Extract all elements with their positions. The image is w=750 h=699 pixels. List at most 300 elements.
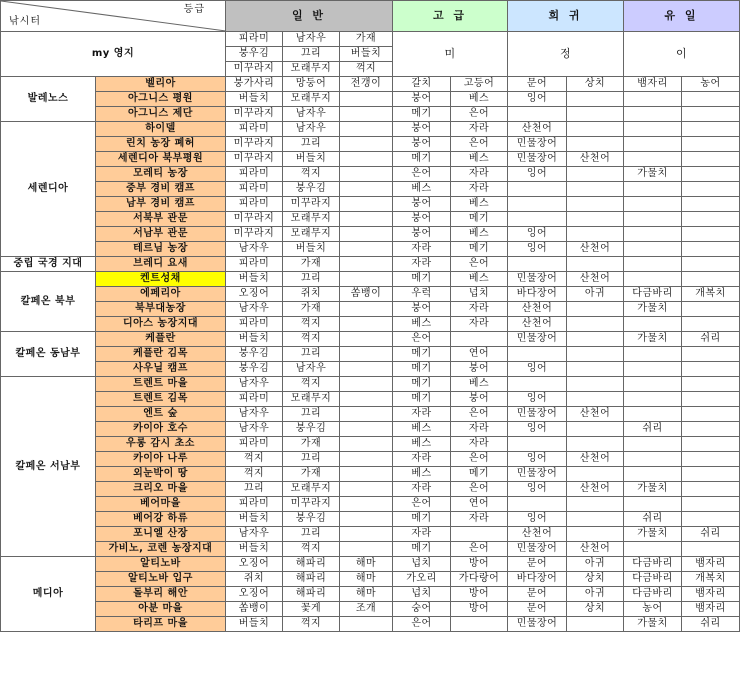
fish-cell: 잉어: [508, 227, 567, 242]
fish-cell: 연어: [451, 497, 508, 512]
fish-cell: 붕어: [393, 137, 451, 152]
fish-cell: 모래무지: [283, 92, 340, 107]
fish-cell: [624, 152, 682, 167]
fish-cell: 붕우김: [226, 347, 283, 362]
fish-cell: [340, 242, 393, 257]
fish-cell: [340, 212, 393, 227]
fish-cell: 모래무지: [283, 482, 340, 497]
fish-cell: 붕우김: [283, 182, 340, 197]
fish-cell: 다금바리: [624, 572, 682, 587]
fish-cell: 산천어: [508, 302, 567, 317]
fish-cell: 뱀자리: [624, 77, 682, 92]
fish-cell: [340, 407, 393, 422]
fish-cell: 자라: [451, 122, 508, 137]
table-row: [1, 257, 740, 272]
fish-cell: [508, 107, 567, 122]
fish-cell: [567, 527, 624, 542]
area-name: 돌부리 해안: [96, 587, 226, 602]
fish-cell: 붕우김: [226, 362, 283, 377]
fish-cell: [340, 422, 393, 437]
fish-cell: 메기: [393, 377, 451, 392]
fish-cell: [682, 482, 740, 497]
fish-cell: 해파리: [283, 587, 340, 602]
fish-cell: 버들치: [226, 542, 283, 557]
fish-cell: [340, 497, 393, 512]
fish-cell: 상치: [567, 572, 624, 587]
area-name: 가비노, 코렌 농장지대: [96, 542, 226, 557]
grade-label: 등급: [183, 4, 205, 15]
fish-cell: 끄리: [283, 347, 340, 362]
fish-cell: 자라: [451, 182, 508, 197]
area-name: 타리프 마을: [96, 617, 226, 632]
fish-cell: 남자우: [226, 242, 283, 257]
fish-cell: [508, 182, 567, 197]
fish-cell: 잉어: [508, 452, 567, 467]
fish-cell: 자라: [393, 242, 451, 257]
area-name: 세렌디아 북부평원: [96, 152, 226, 167]
area-name: 케플란: [96, 332, 226, 347]
fish-cell: 모래무지: [283, 227, 340, 242]
fish-cell: 피라미: [226, 317, 283, 332]
fish-cell: 남자우: [283, 32, 340, 47]
fish-cell: 붕우김: [283, 422, 340, 437]
fish-cell: 민물장어: [508, 152, 567, 167]
fish-cell: 아귀: [567, 587, 624, 602]
fish-cell: 피라미: [226, 197, 283, 212]
fish-cell: 은어: [393, 497, 451, 512]
fish-cell: [624, 92, 682, 107]
fish-cell: 베스: [451, 152, 508, 167]
fish-cell: [624, 347, 682, 362]
table-row: [1, 287, 740, 302]
fish-cell: 산천어: [508, 122, 567, 137]
fish-cell: 메기: [393, 512, 451, 527]
fish-cell: 자라: [393, 527, 451, 542]
fish-cell: 해마: [340, 572, 393, 587]
table-row: [1, 272, 740, 287]
fish-cell: 가재: [340, 32, 393, 47]
area-name: 브레디 요새: [96, 257, 226, 272]
fish-cell: 메기: [393, 362, 451, 377]
table-row: [1, 197, 740, 212]
fish-cell: 잉어: [508, 167, 567, 182]
fish-cell: [567, 302, 624, 317]
fish-cell: 미꾸라지: [283, 197, 340, 212]
fish-cell: 베스: [393, 182, 451, 197]
fish-cell: 메기: [451, 467, 508, 482]
fish-cell: [567, 467, 624, 482]
fish-cell: 넙치: [451, 287, 508, 302]
table-row: [1, 557, 740, 572]
fish-cell: 붕어: [451, 362, 508, 377]
fish-cell: 다금바리: [624, 587, 682, 602]
fish-cell: 베스: [393, 437, 451, 452]
fish-cell: 은어: [451, 407, 508, 422]
table-row: [1, 482, 740, 497]
fish-cell: [624, 107, 682, 122]
fish-cell: 방어: [451, 602, 508, 617]
fish-cell: 베스: [393, 317, 451, 332]
fish-cell: 쉬리: [682, 332, 740, 347]
fish-cell: 연어: [451, 347, 508, 362]
fish-cell: 농어: [624, 602, 682, 617]
fish-cell: 다금바리: [624, 557, 682, 572]
fish-cell: 뱀자리: [682, 587, 740, 602]
fish-cell: [451, 332, 508, 347]
fish-cell: [682, 377, 740, 392]
fish-cell: [508, 197, 567, 212]
fish-cell: 은어: [393, 332, 451, 347]
fish-cell: [567, 137, 624, 152]
fish-cell: 개복치: [682, 287, 740, 302]
table-row: [1, 347, 740, 362]
fish-cell: 가오리: [393, 572, 451, 587]
fish-cell: 베스: [451, 377, 508, 392]
fish-cell: 피라미: [226, 392, 283, 407]
fish-cell: [624, 497, 682, 512]
fish-cell: [567, 107, 624, 122]
fish-cell: 문어: [508, 602, 567, 617]
fish-cell: 모래무지: [283, 62, 340, 77]
table-row: [1, 317, 740, 332]
fish-cell: [340, 452, 393, 467]
fish-cell: [340, 482, 393, 497]
fish-cell: 민물장어: [508, 272, 567, 287]
fish-cell: 붕어: [393, 197, 451, 212]
region-name: 메디아: [1, 557, 96, 632]
fish-cell: 메기: [393, 392, 451, 407]
table-row: [1, 227, 740, 242]
fish-cell: 버들치: [283, 152, 340, 167]
table-row: [1, 407, 740, 422]
fish-cell: 은어: [451, 137, 508, 152]
fish-cell: 민물장어: [508, 467, 567, 482]
fish-cell: 쏨뱅이: [226, 602, 283, 617]
grade-rare-header: 희 귀: [508, 1, 624, 32]
fish-cell: 꺽지: [226, 467, 283, 482]
fish-cell: 산천어: [567, 452, 624, 467]
fish-cell: [624, 257, 682, 272]
fish-cell: 버들치: [283, 242, 340, 257]
area-name: 베어강 하류: [96, 512, 226, 527]
fish-cell: [624, 227, 682, 242]
area-name: 우롱 감시 초소: [96, 437, 226, 452]
fish-cell: 남자우: [226, 377, 283, 392]
fish-cell: 베스: [393, 467, 451, 482]
fish-cell: 꺽지: [340, 62, 393, 77]
area-name: 중부 경비 캠프: [96, 182, 226, 197]
area-name: 베어마을: [96, 497, 226, 512]
fish-cell: 남자우: [226, 407, 283, 422]
fish-cell: [682, 197, 740, 212]
fish-cell: 미꾸라지: [226, 212, 283, 227]
fish-cell: [567, 317, 624, 332]
fish-cell: 버들치: [226, 332, 283, 347]
fish-cell: [567, 257, 624, 272]
fish-cell: 문어: [508, 587, 567, 602]
table-row: [1, 452, 740, 467]
fish-cell: [682, 152, 740, 167]
fish-cell: 산천어: [567, 482, 624, 497]
fish-cell: 은어: [451, 452, 508, 467]
fish-cell: [567, 332, 624, 347]
fish-cell: [340, 167, 393, 182]
fish-cell: 가물치: [624, 167, 682, 182]
area-name: 포니엘 산장: [96, 527, 226, 542]
fish-cell: 메기: [393, 107, 451, 122]
fish-cell: 끄리: [283, 272, 340, 287]
fish-cell: 피라미: [226, 497, 283, 512]
table-row: [1, 137, 740, 152]
fish-cell: 가다랑어: [451, 572, 508, 587]
table-row: [1, 212, 740, 227]
fish-cell: 붕어: [451, 392, 508, 407]
fish-cell: 잉어: [508, 242, 567, 257]
fish-cell: 남자우: [283, 122, 340, 137]
fish-cell: [624, 272, 682, 287]
table-row: [1, 437, 740, 452]
fish-cell: 남자우: [283, 362, 340, 377]
my-land-letter-high: 미: [393, 32, 508, 77]
fish-cell: 베스: [451, 197, 508, 212]
fish-cell: 자라: [393, 257, 451, 272]
fish-cell: [451, 527, 508, 542]
fish-cell: 꺽지: [283, 332, 340, 347]
fish-cell: 붕어: [393, 302, 451, 317]
fish-cell: 산천어: [508, 527, 567, 542]
fish-cell: [624, 122, 682, 137]
fish-cell: 잉어: [508, 482, 567, 497]
fish-cell: 베스: [451, 92, 508, 107]
table-row: [1, 302, 740, 317]
fish-cell: 끄리: [283, 407, 340, 422]
area-name: 케플란 김목: [96, 347, 226, 362]
table-row: [1, 167, 740, 182]
fish-cell: [340, 392, 393, 407]
fish-cell: 꽃게: [283, 602, 340, 617]
area-name: 카이아 나루: [96, 452, 226, 467]
table-row: [1, 122, 740, 137]
fish-cell: 꺽지: [226, 452, 283, 467]
fish-cell: [682, 122, 740, 137]
fish-cell: [567, 512, 624, 527]
fish-cell: 바다장어: [508, 287, 567, 302]
fish-cell: [340, 197, 393, 212]
fish-cell: 가물치: [624, 527, 682, 542]
spot-label: 낚시터: [9, 16, 41, 27]
table-row: [1, 572, 740, 587]
area-name: 하이델: [96, 122, 226, 137]
fish-cell: 쉬리: [624, 512, 682, 527]
fish-cell: 쥐치: [226, 572, 283, 587]
fish-cell: [624, 212, 682, 227]
fish-cell: 버들치: [226, 617, 283, 632]
fish-cell: 메기: [451, 242, 508, 257]
fish-cell: 우럭: [393, 287, 451, 302]
fish-cell: 산천어: [567, 542, 624, 557]
table-row: [1, 332, 740, 347]
fish-cell: 민물장어: [508, 137, 567, 152]
area-name: 테르님 농장: [96, 242, 226, 257]
fish-cell: [624, 467, 682, 482]
fish-cell: [682, 302, 740, 317]
fish-cell: [340, 617, 393, 632]
fish-cell: 미꾸라지: [226, 107, 283, 122]
fish-cell: [682, 407, 740, 422]
fish-cell: 해파리: [283, 557, 340, 572]
fish-cell: [340, 272, 393, 287]
fish-cell: 산천어: [567, 242, 624, 257]
fish-cell: 산천어: [567, 272, 624, 287]
fish-cell: 은어: [451, 482, 508, 497]
fish-cell: [508, 497, 567, 512]
fish-cell: 붕어: [393, 212, 451, 227]
table-row: [1, 242, 740, 257]
fish-cell: 피라미: [226, 32, 283, 47]
fish-cell: [624, 452, 682, 467]
fish-cell: [682, 437, 740, 452]
grade-normal-header: 일 반: [226, 1, 393, 32]
my-land-row: [1, 32, 740, 47]
fish-cell: 뱀자리: [682, 557, 740, 572]
fish-cell: 잉어: [508, 92, 567, 107]
fish-cell: 끄리: [226, 482, 283, 497]
fish-cell: [340, 107, 393, 122]
fish-cell: [340, 257, 393, 272]
fish-cell: 민물장어: [508, 332, 567, 347]
area-name: 트렌트 김목: [96, 392, 226, 407]
fish-cell: 피라미: [226, 167, 283, 182]
fish-cell: 산천어: [508, 317, 567, 332]
fish-cell: [567, 212, 624, 227]
area-name: 모레티 농장: [96, 167, 226, 182]
fish-cell: [682, 182, 740, 197]
fish-cell: [340, 377, 393, 392]
area-name: 트렌트 마을: [96, 377, 226, 392]
fish-cell: [682, 392, 740, 407]
table-row: [1, 362, 740, 377]
area-name: 벨리아: [96, 77, 226, 92]
fish-cell: 가재: [283, 467, 340, 482]
fish-cell: 은어: [451, 107, 508, 122]
fish-cell: 버들치: [226, 92, 283, 107]
table-row: [1, 77, 740, 92]
fish-cell: [451, 617, 508, 632]
fish-cell: [682, 212, 740, 227]
fish-cell: 피라미: [226, 182, 283, 197]
fish-cell: [567, 92, 624, 107]
fish-cell: 오징어: [226, 287, 283, 302]
fish-cell: [508, 437, 567, 452]
area-name: 사우닐 캠프: [96, 362, 226, 377]
fish-cell: 끄리: [283, 137, 340, 152]
table-row: [1, 467, 740, 482]
fish-cell: 남자우: [283, 107, 340, 122]
fish-cell: 망둥어: [283, 77, 340, 92]
fish-cell: [682, 347, 740, 362]
fish-cell: [508, 347, 567, 362]
region-name: 발레노스: [1, 77, 96, 122]
fish-cell: 미꾸라지: [226, 227, 283, 242]
fish-cell: 메기: [451, 212, 508, 227]
fish-cell: 모래무지: [283, 392, 340, 407]
fish-cell: [624, 542, 682, 557]
table-row: [1, 602, 740, 617]
fish-cell: 꺽지: [283, 377, 340, 392]
fish-cell: [624, 182, 682, 197]
fish-cell: [340, 227, 393, 242]
fish-cell: [624, 137, 682, 152]
fish-cell: [340, 467, 393, 482]
fish-cell: [340, 92, 393, 107]
fish-cell: 자라: [451, 422, 508, 437]
fish-cell: 민물장어: [508, 542, 567, 557]
grade-high-header: 고 급: [393, 1, 508, 32]
table-row: [1, 92, 740, 107]
area-name: 북부대농장: [96, 302, 226, 317]
table-row: [1, 497, 740, 512]
table-row: [1, 542, 740, 557]
area-name: 카이아 호수: [96, 422, 226, 437]
fish-cell: 끄리: [283, 47, 340, 62]
table-row: [1, 527, 740, 542]
fish-cell: [340, 512, 393, 527]
table-row: [1, 377, 740, 392]
fish-cell: [340, 137, 393, 152]
fish-cell: [340, 182, 393, 197]
table-row: [1, 617, 740, 632]
fish-cell: [682, 242, 740, 257]
fish-cell: 자라: [451, 317, 508, 332]
fish-cell: 가재: [283, 302, 340, 317]
fish-cell: [682, 452, 740, 467]
my-land-letter-rare: 정: [508, 32, 624, 77]
fish-cell: [340, 362, 393, 377]
fish-cell: [682, 422, 740, 437]
fish-cell: 미꾸라지: [226, 152, 283, 167]
fish-cell: 붕어: [393, 92, 451, 107]
fish-cell: 은어: [451, 257, 508, 272]
fish-cell: 잉어: [508, 512, 567, 527]
region-name: 세렌디아: [1, 122, 96, 257]
fish-cell: 자라: [451, 167, 508, 182]
fish-cell: [624, 362, 682, 377]
fish-cell: 전갱이: [340, 77, 393, 92]
fish-cell: 숭어: [393, 602, 451, 617]
fish-cell: 미꾸라지: [226, 137, 283, 152]
fish-cell: 남자우: [226, 527, 283, 542]
fish-cell: [340, 302, 393, 317]
fish-cell: [682, 272, 740, 287]
fish-cell: 쥐치: [283, 287, 340, 302]
fish-cell: 은어: [451, 542, 508, 557]
area-name: 서북부 관문: [96, 212, 226, 227]
grade-epic-header: 유 일: [624, 1, 740, 32]
fish-cell: 자라: [451, 437, 508, 452]
fish-cell: [508, 257, 567, 272]
area-name: 아그니스 제단: [96, 107, 226, 122]
region-name: 칼페온 동남부: [1, 332, 96, 377]
fish-cell: 민물장어: [508, 617, 567, 632]
fish-cell: 꺽지: [283, 317, 340, 332]
fish-cell: 붕우김: [283, 512, 340, 527]
fish-cell: 붕어: [393, 122, 451, 137]
fish-cell: [567, 347, 624, 362]
fish-cell: [567, 197, 624, 212]
fish-cell: [682, 317, 740, 332]
area-name: 아그니스 평원: [96, 92, 226, 107]
fish-cell: [624, 377, 682, 392]
